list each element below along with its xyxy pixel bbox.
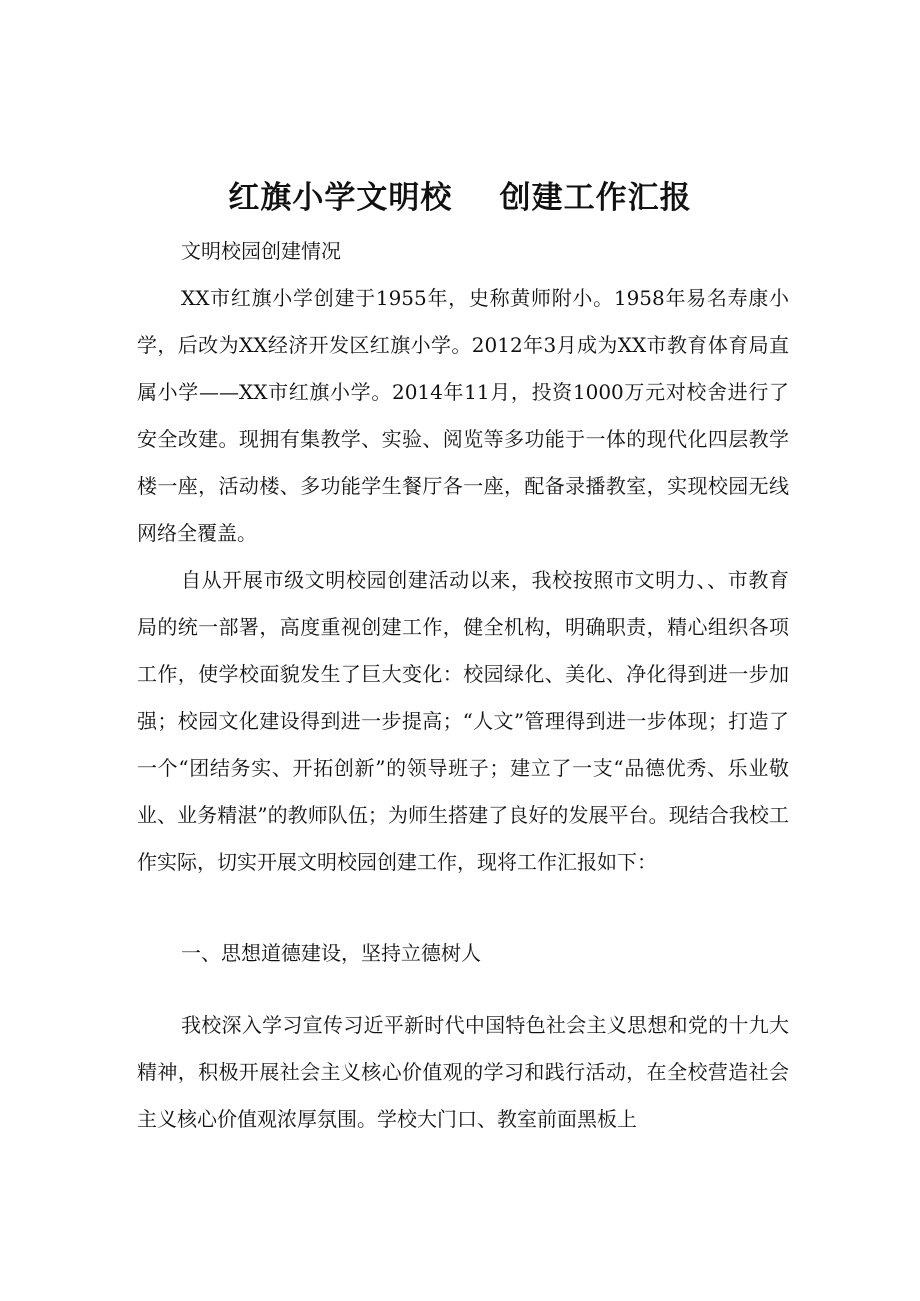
document-title: 红旗小学文明校 创建工作汇报 xyxy=(228,180,692,216)
paragraph-intro: XX市红旗小学创建于1955年，史称黄师附小。1958年易名寿康小学，后改为XX经济开发区红旗小学。2012年3月成为XX市教育体育局直属小学——XX市红旗小学。2014年11月，投资1000万元对校舍进行了安全改建。现拥有集教学、实验、阅览等多功能于一体的现代化四层教学楼一座，活动楼、多功能学生餐厅各一座，配备录播教室，实现校园无线网络全覆盖。 xyxy=(137,286,789,545)
paragraph-ideology: 我校深入学习宣传习近平新时代中国特色社会主义思想和党的十九大精神，积极开展社会主义核心价值观的学习和践行活动，在全校营造社会主义核心价值观浓厚氛围。学校大门口、教室前面黑板上 xyxy=(137,1013,789,1131)
paragraph-campaign: 自从开展市级文明校园创建活动以来，我校按照市文明力、、市教育局的统一部署，高度重视创建工作，健全机构，明确职责，精心组织各项工作，使学校面貌发生了巨大变化：校园绿化、美化、净化得到进一步加强；校园文化建设得到进一步提高；“人文”管理得到进一步体现；打造了一个“团结务实、开拓创新”的领导班子；建立了一支“品德优秀、乐业敬业、业务精湛”的教师队伍；为师生搭建了良好的发展平台。现结合我校工作实际，切实开展文明校园创建工作，现将工作汇报如下： xyxy=(137,568,789,874)
section-heading-ideology: 一、思想道德建设，坚持立德树人 xyxy=(181,941,481,965)
section-label: 文明校园创建情况 xyxy=(181,239,341,263)
